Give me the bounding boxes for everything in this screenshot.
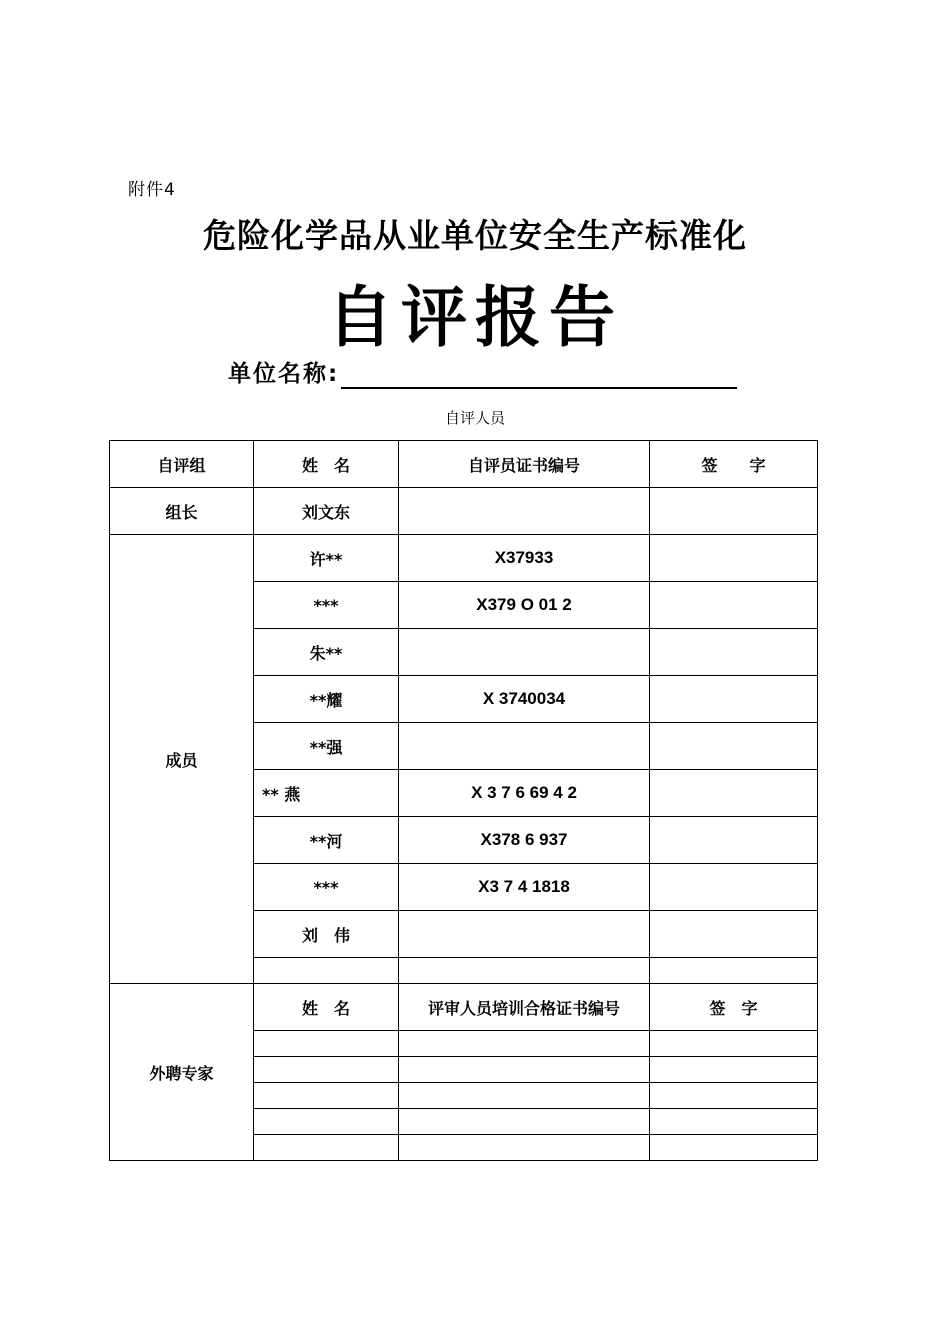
member-signature [650,911,818,958]
expert-signature [650,1031,818,1057]
expert-header-name: 姓 名 [254,984,399,1031]
expert-name [254,1109,399,1135]
member-cert-no: X378 6 937 [399,817,650,864]
header-signature: 签 字 [650,441,818,488]
member-cert-no [399,723,650,770]
header-group: 自评组 [110,441,254,488]
member-name: 刘 伟 [254,911,399,958]
member-cert-no [399,911,650,958]
header-cert-no: 自评员证书编号 [399,441,650,488]
table-row [110,535,818,582]
member-name: *** [254,582,399,629]
expert-header-cert-no: 评审人员培训合格证书编号 [399,984,650,1031]
leader-cert-no [399,488,650,535]
expert-name [254,1057,399,1083]
expert-cert-no [399,1057,650,1083]
expert-cert-no [399,1135,650,1161]
expert-signature [650,1083,818,1109]
member-name [254,958,399,984]
expert-cert-no [399,1031,650,1057]
member-signature [650,817,818,864]
experts-group-label: 外聘专家 [110,984,254,1161]
member-signature [650,770,818,817]
member-signature [650,582,818,629]
member-cert-no [399,629,650,676]
member-name: **强 [254,723,399,770]
header-name: 姓 名 [254,441,399,488]
expert-signature [650,1135,818,1161]
expert-name [254,1083,399,1109]
expert-name [254,1135,399,1161]
member-cert-no [399,958,650,984]
expert-signature [650,1057,818,1083]
member-cert-no: X 3740034 [399,676,650,723]
leader-row [110,488,818,535]
unit-name-row [228,355,737,389]
unit-name-blank [341,359,737,389]
leader-name: 刘文东 [254,488,399,535]
expert-cert-no [399,1083,650,1109]
member-cert-no: X37933 [399,535,650,582]
expert-cert-no [399,1109,650,1135]
member-name: 许** [254,535,399,582]
table-header-row [110,441,818,488]
member-signature [650,723,818,770]
leader-role: 组长 [110,488,254,535]
expert-header-row [110,984,818,1031]
member-name: **河 [254,817,399,864]
member-name: *** [254,864,399,911]
member-name: ** 燕 [254,770,399,817]
member-signature [650,676,818,723]
document-title: 危险化学品从业单位安全生产标准化 [203,216,747,255]
member-cert-no: X 3 7 6 69 4 2 [399,770,650,817]
leader-signature [650,488,818,535]
expert-name [254,1031,399,1057]
members-group-label: 成员 [110,535,254,984]
member-cert-no: X379 O 01 2 [399,582,650,629]
attachment-label: 附件4 [128,180,176,200]
document-subtitle: 自评报告 [327,279,623,356]
member-name: **耀 [254,676,399,723]
table-caption: 自评人员 [444,409,505,427]
member-signature [650,958,818,984]
expert-signature [650,1109,818,1135]
unit-name-label: 单位名称: [228,361,340,387]
member-signature [650,864,818,911]
member-signature [650,629,818,676]
member-signature [650,535,818,582]
expert-header-signature: 签 字 [650,984,818,1031]
member-cert-no: X3 7 4 1818 [399,864,650,911]
self-assessment-table [109,440,818,1161]
member-name: 朱** [254,629,399,676]
